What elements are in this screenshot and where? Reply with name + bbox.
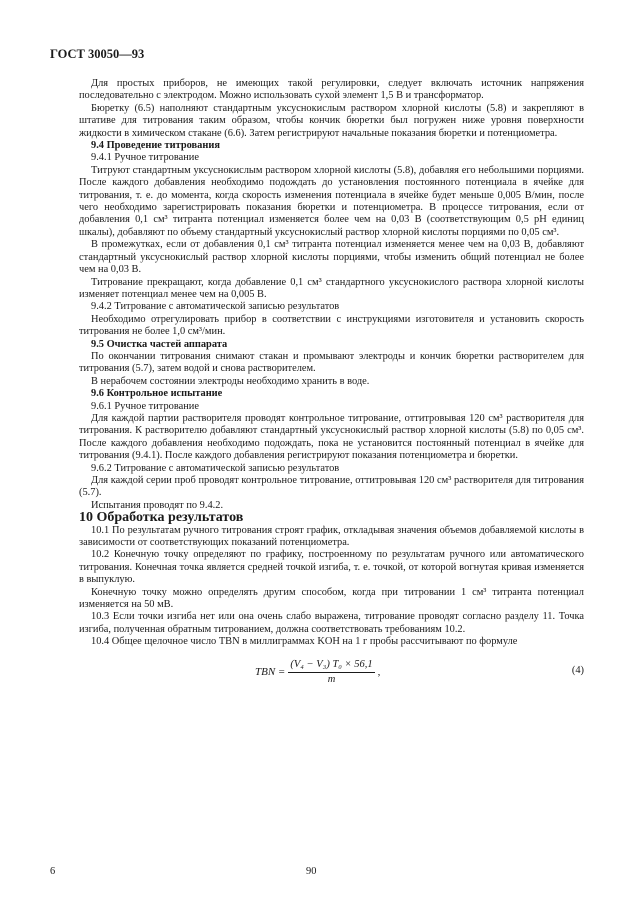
formula-lhs: TBN =	[255, 666, 286, 679]
subsection-title: 9.6.1 Ручное титрование	[91, 400, 199, 412]
paragraph: Конечную точку можно определять другим способом, когда при титровании 1 см³ титранта потенциал изменяется на 50 мВ.	[79, 586, 584, 611]
formula-tail: ,	[377, 666, 381, 679]
subsection-title: 9.6.2 Титрование с автоматической записью результатов	[91, 462, 340, 474]
paragraph: Для каждой партии растворителя проводят контрольное титрование, оттитровывая 120 см³ растворителя для титрования. К растворителю добавляют стандартный уксуснокислый раствор хлорной кислоты (5.8) по 0,05 см³. После каждого добавления необходимо подождать, пока не установится постоянный потенциал в ячейке для титрования (9.4.1). После каждого добавления регистрируют показания потенциометра и бюретки.	[79, 412, 584, 462]
subsection-heading: 9.5 Очистка частей аппарата	[91, 338, 228, 350]
paragraph: Для простых приборов, не имеющих такой регулировки, следует включать источник напряжения последовательно с электродом. Можно использовать сухой элемент 1,5 В и трансформатор.	[79, 78, 584, 102]
formula	[255, 659, 380, 687]
paragraph: По окончании титрования снимают стакан и промывают электроды и кончик бюретки растворителем для титрования (5.7), затем водой и снова растворителем.	[79, 350, 584, 375]
subsection-heading: 9.6 Контрольное испытание	[91, 388, 223, 400]
subsection-heading: 9.4 Проведение титрования	[91, 140, 220, 152]
formula-block	[79, 655, 584, 691]
formula-numerator: (V₄ − V₃) T₀ × 56,1	[288, 659, 374, 673]
paragraph: 10.4 Общее щелочное число TBN в миллиграммах KOH на 1 г пробы рассчитывают по формуле	[91, 636, 518, 648]
formula-fraction	[288, 659, 374, 687]
paragraph: В нерабочем состоянии электроды необходимо хранить в воде.	[91, 375, 370, 387]
page-number-left: 6	[50, 866, 56, 877]
paragraph: Бюретку (6.5) наполняют стандартным уксуснокислым раствором хлорной кислоты (5.8) и закрепляют в штативе для титрования таким образом, чтобы кончик бюретки был погружен ниже уровня поверхности жидкости в химическом стакане (6.6). Затем регистрируют начальные показания бюретки и потенциометра.	[79, 102, 584, 139]
paragraph: Титруют стандартным уксуснокислым раствором хлорной кислоты (5.8), добавляя его небольшими порциями. После каждого добавления необходимо подождать до установления постоянного потенциала в ячейке для титрования, т. е. до момента, когда скорость изменения потенциала в ячейке будет меньше 0,005 В/мин, после чего необходимо зарегистрировать показания бюретки и потенциометра. В процессе титрования, если от добавления 0,1 см³ титранта потенциал изменяется более чем на 0,03 В (соответствующим 0,5 pH единиц шкалы), добавляют по объему стандартный уксуснокислый раствор хлорной кислоты порциями по 0,05 см³.	[79, 164, 584, 238]
section-heading: 10 Обработка результатов	[79, 510, 244, 526]
subsection-title: 9.4.2 Титрование с автоматической записью результатов	[91, 301, 340, 313]
formula-denominator: m	[327, 674, 336, 686]
formula-number: (4)	[571, 664, 584, 676]
paragraph: 10.1 По результатам ручного титрования строят график, откладывая значения объемов добавляемой кислоты в зависимости от соответствующих показаний потенциометра.	[79, 524, 584, 549]
paragraph: Необходимо отрегулировать прибор в соответствии с инструкциями изготовителя и установить скорость титрования не более 1,0 см³/мин.	[79, 313, 584, 338]
paragraph: 10.2 Конечную точку определяют по графику, построенному по результатам ручного или автоматического титрования. Конечная точка является средней точкой изгиба, т. е. точкой, от которой вогнутая кривая изменяется в выпуклую.	[79, 549, 584, 586]
paragraph: В промежутках, если от добавления 0,1 см³ титранта потенциал изменяется менее чем на 0,03 В, добавляют стандартный уксуснокислый раствор хлорной кислоты порциями, чтобы изменить общий потенциал не более чем на 0,03 В.	[79, 239, 584, 276]
paragraph: 10.3 Если точки изгиба нет или она очень слабо выражена, титрование проводят согласно разделу 11. Точка изгиба, полученная обратным титрованием, должна соответствовать требованиям 10.2.	[79, 611, 584, 635]
paragraph: Испытания проводят по 9.4.2.	[91, 499, 224, 511]
paragraph: Для каждой серии проб проводят контрольное титрование, оттитровывая 120 см³ растворителя для титрования (5.7).	[79, 475, 584, 499]
document-body	[79, 78, 584, 691]
page-number-center: 90	[306, 866, 317, 877]
subsection-title: 9.4.1 Ручное титрование	[91, 152, 199, 164]
paragraph: Титрование прекращают, когда добавление 0,1 см³ стандартного уксуснокислого раствора хлорной кислоты изменяет потенциал менее чем на 0,005 В.	[79, 276, 584, 300]
document-header: ГОСТ 30050—93	[50, 47, 145, 61]
